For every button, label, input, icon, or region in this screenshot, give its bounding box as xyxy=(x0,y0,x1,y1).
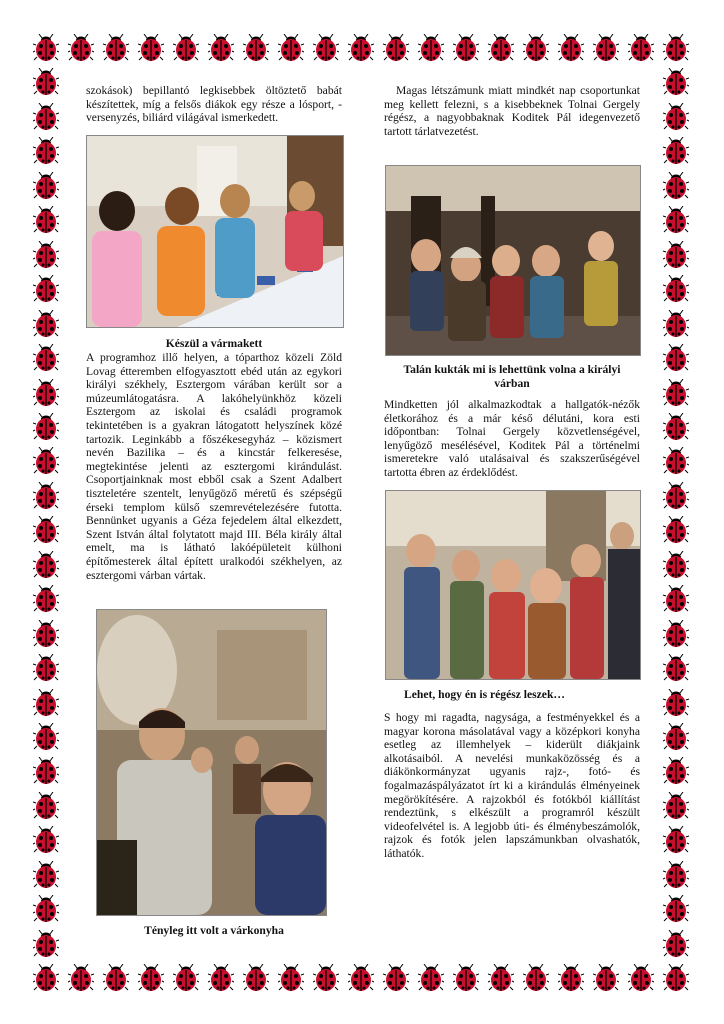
ladybug-icon xyxy=(33,379,59,407)
ladybug-icon xyxy=(208,964,234,992)
ladybug-icon xyxy=(418,964,444,992)
ladybug-icon xyxy=(593,34,619,62)
photo-kids-sitting-in-castle xyxy=(385,165,641,356)
ladybug-icon xyxy=(243,964,269,992)
ladybug-icon xyxy=(243,34,269,62)
ladybug-icon xyxy=(33,723,59,751)
ladybug-icon xyxy=(33,413,59,441)
photo-archaeologist-with-children xyxy=(96,609,327,916)
ladybug-icon xyxy=(173,34,199,62)
ladybug-icon xyxy=(33,241,59,269)
ladybug-icon xyxy=(628,34,654,62)
ladybug-icon xyxy=(33,34,59,62)
ladybug-icon xyxy=(103,964,129,992)
ladybug-icon xyxy=(33,585,59,613)
ladybug-icon xyxy=(33,103,59,131)
left-photo1-caption: Készül a vármakett xyxy=(165,337,263,350)
ladybug-icon xyxy=(663,895,689,923)
ladybug-icon xyxy=(33,206,59,234)
ladybug-icon xyxy=(33,826,59,854)
ladybug-icon xyxy=(33,137,59,165)
ladybug-icon xyxy=(33,689,59,717)
ladybug-icon xyxy=(33,482,59,510)
ladybug-icon xyxy=(558,34,584,62)
ladybug-icon xyxy=(33,447,59,475)
right-photo1-caption: Talán kukták mi is lehettünk volna a királyi várban xyxy=(403,363,621,390)
ladybug-icon xyxy=(663,379,689,407)
ladybug-icon xyxy=(663,861,689,889)
ladybug-icon xyxy=(33,516,59,544)
ladybug-icon xyxy=(663,413,689,441)
ladybug-icon xyxy=(33,551,59,579)
ladybug-icon xyxy=(33,861,59,889)
ladybug-icon xyxy=(663,103,689,131)
right-intro-paragraph: Magas létszámunk miatt mindkét nap csoportunkat meg kellett felezni, s a kisebbeknek Tolnai Gergely régész, a nagyobbaknak Koditek Pál idegenvezető tartott tárlatvezetést. xyxy=(384,84,640,138)
ladybug-icon xyxy=(453,964,479,992)
ladybug-icon xyxy=(663,206,689,234)
ladybug-icon xyxy=(453,34,479,62)
ladybug-icon xyxy=(663,516,689,544)
ladybug-icon xyxy=(68,964,94,992)
ladybug-icon xyxy=(593,964,619,992)
left-intro-paragraph: szokások) bepillantó legkisebbek öltöztető babát készítettek, míg a felsős diákok egy része a lósport, -versenyzés, biliárd világával ismerkedett. xyxy=(86,84,342,125)
ladybug-icon xyxy=(313,964,339,992)
ladybug-icon xyxy=(383,34,409,62)
ladybug-icon xyxy=(278,964,304,992)
ladybug-icon xyxy=(488,964,514,992)
ladybug-icon xyxy=(138,964,164,992)
ladybug-icon xyxy=(383,964,409,992)
ladybug-icon xyxy=(663,344,689,372)
ladybug-icon xyxy=(173,964,199,992)
ladybug-icon xyxy=(33,620,59,648)
ladybug-icon xyxy=(663,172,689,200)
ladybug-icon xyxy=(663,310,689,338)
ladybug-icon xyxy=(33,930,59,958)
ladybug-icon xyxy=(663,275,689,303)
ladybug-icon xyxy=(138,34,164,62)
ladybug-icon xyxy=(663,757,689,785)
ladybug-icon xyxy=(33,964,59,992)
ladybug-icon xyxy=(313,34,339,62)
ladybug-icon xyxy=(663,689,689,717)
ladybug-icon xyxy=(663,68,689,96)
ladybug-icon xyxy=(663,723,689,751)
ladybug-icon xyxy=(628,964,654,992)
right-middle-paragraph: Mindketten jól alkalmazkodtak a hallgatók-nézők életkorához és a már késő délutáni, kora esti időpontban: Tolnai Gergely közvetlenségével, lenyűgöző mesélésével, Koditek Pál a történelmi ismeretekre való utalásaival és szakszerűségével tartotta ébren az érdeklődést. xyxy=(384,398,640,479)
photo-children-building-castle-model xyxy=(86,135,344,328)
left-photo2-caption: Tényleg itt volt a várkonyha xyxy=(144,924,284,937)
left-main-paragraph: A programhoz illő helyen, a tóparthoz közeli Zöld Lovag étteremben elfogyasztott ebéd után az egykori királyi székhely, Esztergom várában került sor a múzeumlátogatásra. A lakóhelyünkhöz közeli Esztergom az iskolai és családi programok tekintetében is a gyakran látogatott helyszínek közé tartozik. Leginkább a főszékesegyház – közismert nevén Bazilika – és a kincstár felkeresése, megtekintése jelenti az esztergomi kirándulást. Csoportjainknak most ebből csak a Szent Adalbert tiszteletére szentelt, lenyűgöző méretű és szépségű érseki templom külső szemrevételezésére futotta. Bennünket ugyanis a Géza fejedelem által elkezdett, Szent István által folytatott majd III. Béla király által emelt, ma is látható lakóépületeit külhoni építőmesterek által épített uralkodói székhelyen, az esztergomi várban vártak. xyxy=(86,351,342,582)
ladybug-icon xyxy=(278,34,304,62)
ladybug-icon xyxy=(523,964,549,992)
ladybug-icon xyxy=(663,585,689,613)
ladybug-icon xyxy=(33,757,59,785)
ladybug-icon xyxy=(663,964,689,992)
ladybug-icon xyxy=(103,34,129,62)
ladybug-icon xyxy=(663,620,689,648)
ladybug-icon xyxy=(488,34,514,62)
ladybug-icon xyxy=(663,137,689,165)
ladybug-icon xyxy=(418,34,444,62)
right-photo2-caption: Lehet, hogy én is régész leszek… xyxy=(404,688,565,701)
ladybug-icon xyxy=(33,654,59,682)
ladybug-icon xyxy=(33,172,59,200)
ladybug-icon xyxy=(663,826,689,854)
ladybug-icon xyxy=(68,34,94,62)
ladybug-icon xyxy=(348,34,374,62)
ladybug-icon xyxy=(33,275,59,303)
ladybug-icon xyxy=(33,344,59,372)
right-final-paragraph: S hogy mi ragadta, nagysága, a festményekkel és a magyar korona másolatával vagy a középkori konyha esetleg az illemhelyek – kiderült diákjaink alkotásaiból. A nevelési munkaközösség és a diákönkormányzat ugyanis rajz-, fotó- és fogalmazáspályázatot írt ki a kirándulás élményeinek megörökítésére. A rajzokból és fotókból kiállítást rendeztünk, s elkészült a programról készült videofelvétel is. A legjobb úti- és élménybeszámolók, rajzok és fotók jelen lapszámunkban olvashatók, láthatók. xyxy=(384,711,640,860)
ladybug-icon xyxy=(663,551,689,579)
ladybug-icon xyxy=(523,34,549,62)
photo-children-in-museum xyxy=(385,490,641,680)
ladybug-icon xyxy=(33,310,59,338)
ladybug-icon xyxy=(558,964,584,992)
ladybug-icon xyxy=(663,792,689,820)
ladybug-icon xyxy=(348,964,374,992)
ladybug-icon xyxy=(663,654,689,682)
ladybug-icon xyxy=(663,241,689,269)
ladybug-icon xyxy=(663,482,689,510)
ladybug-icon xyxy=(663,447,689,475)
ladybug-icon xyxy=(33,792,59,820)
ladybug-icon xyxy=(663,34,689,62)
ladybug-icon xyxy=(33,895,59,923)
ladybug-icon xyxy=(208,34,234,62)
ladybug-icon xyxy=(663,930,689,958)
ladybug-icon xyxy=(33,68,59,96)
